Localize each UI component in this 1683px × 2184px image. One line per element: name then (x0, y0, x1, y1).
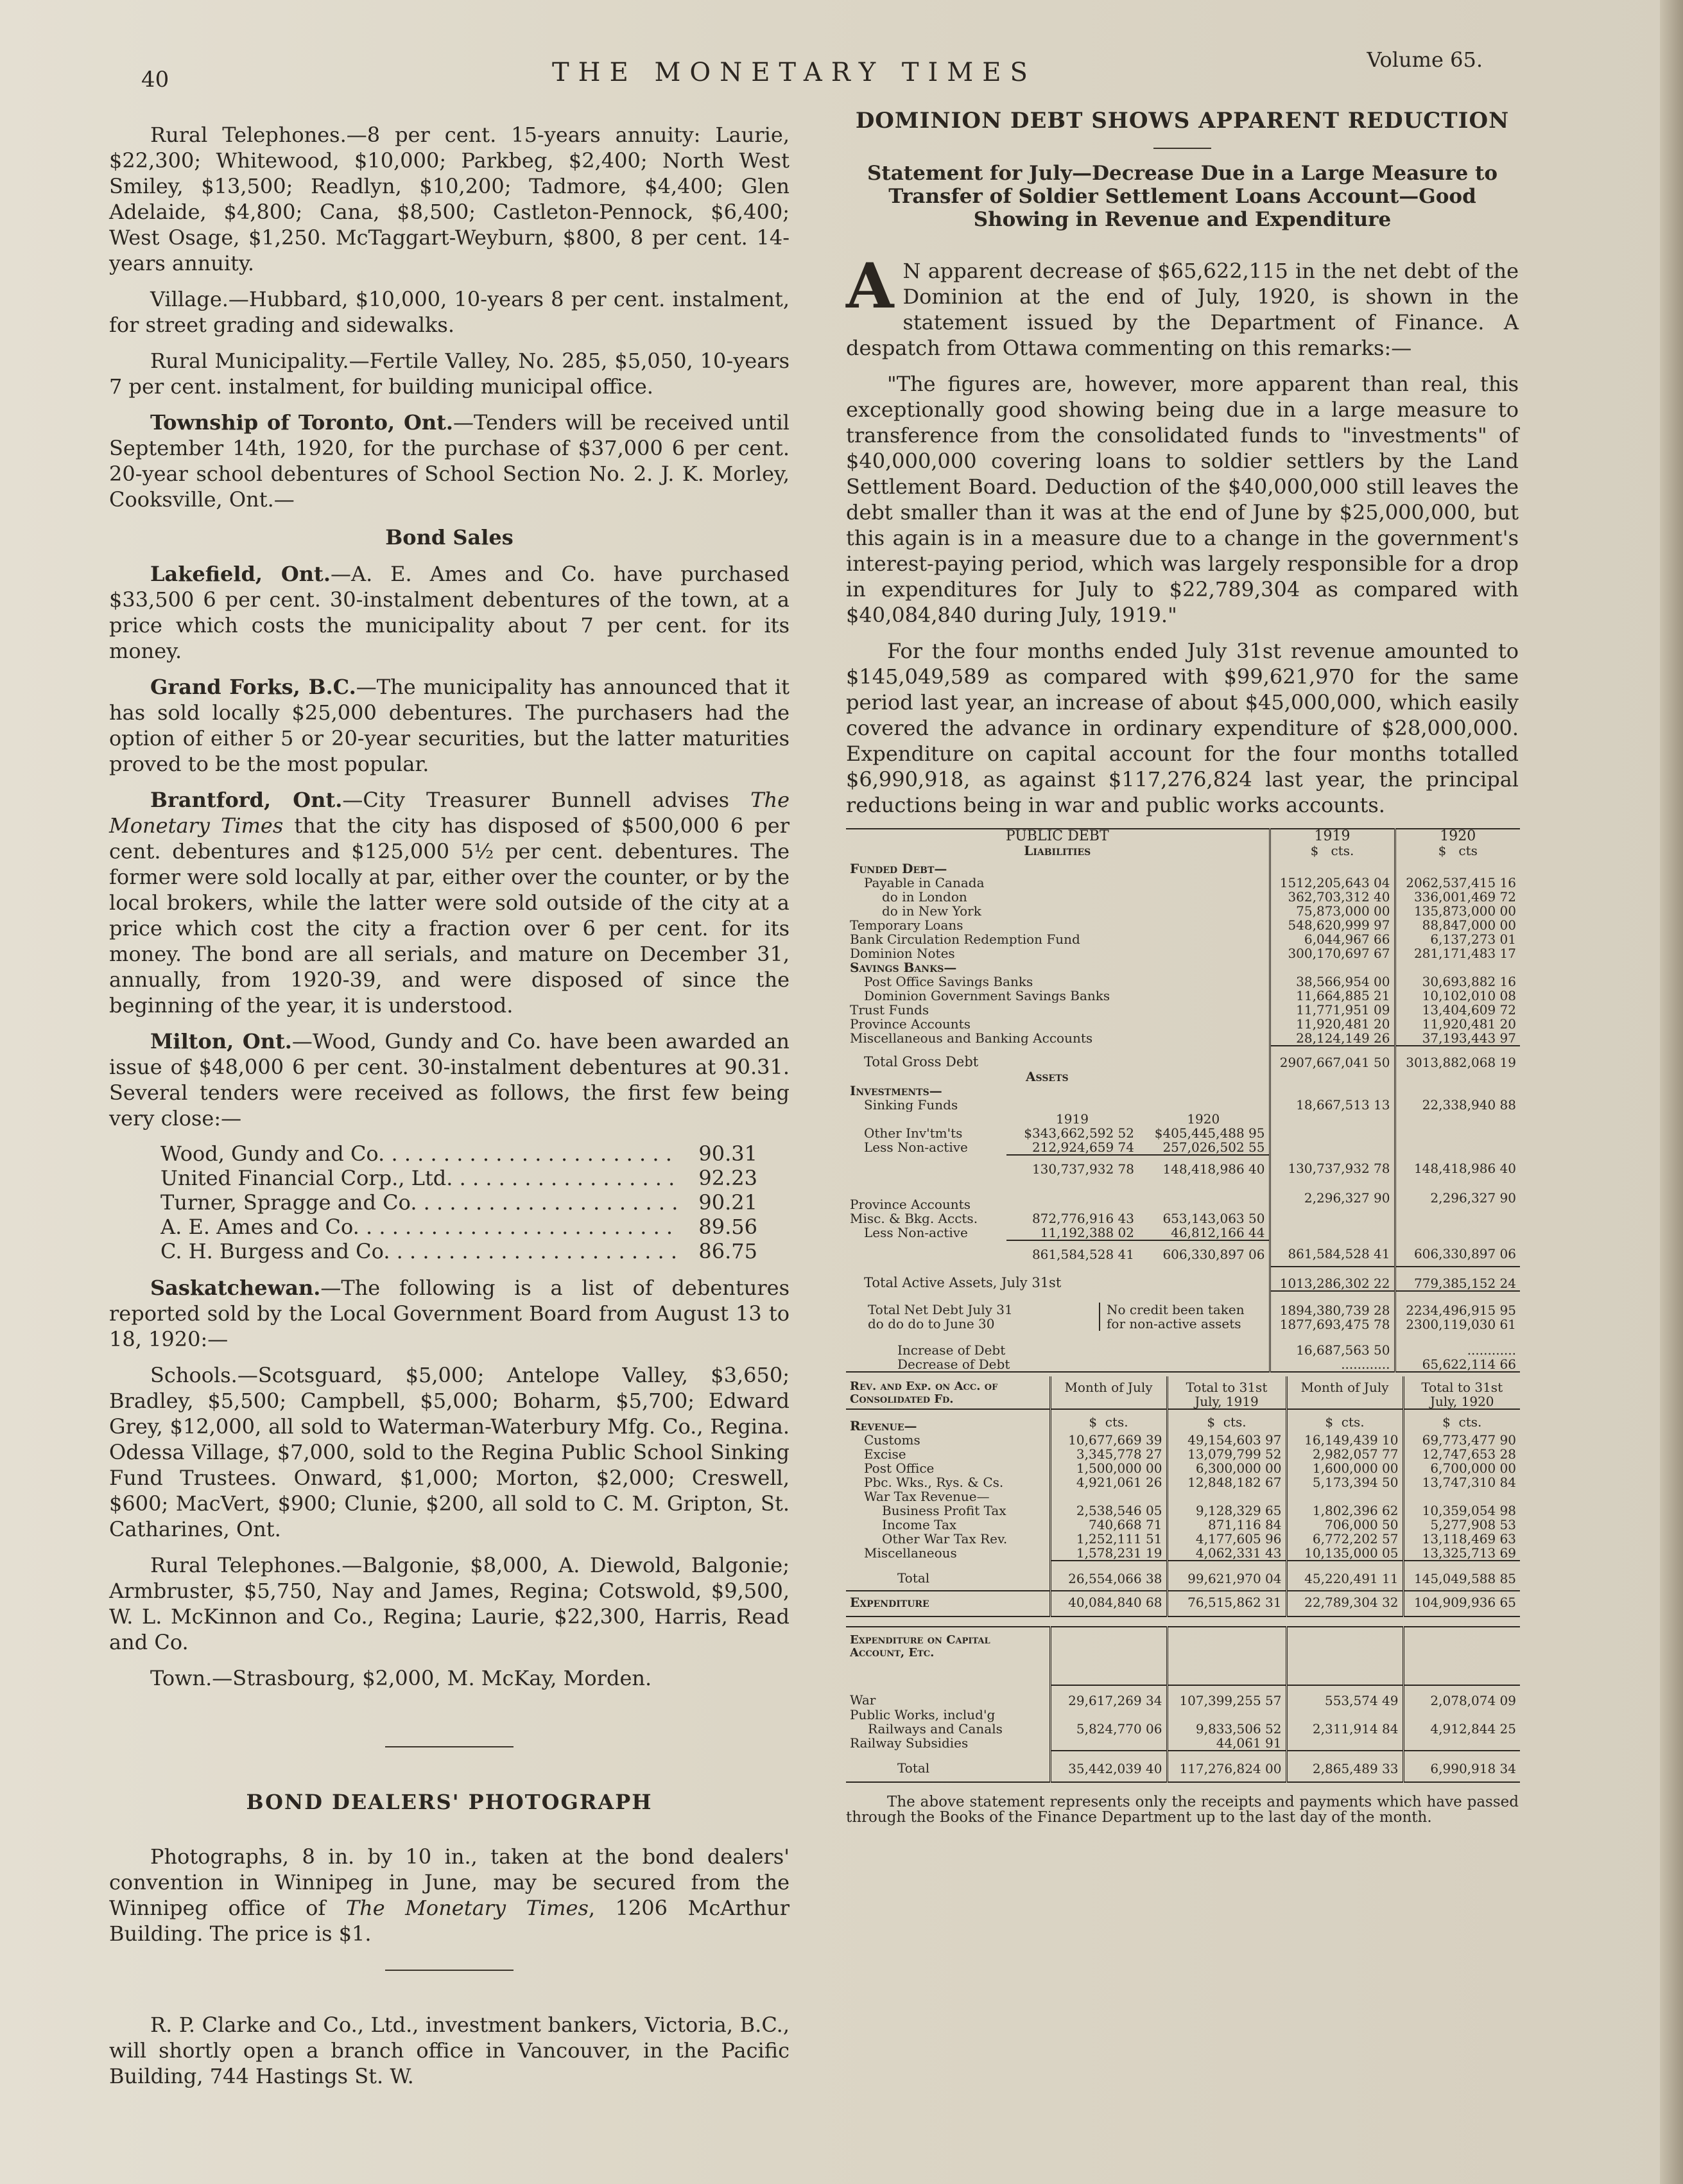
value-1920: 336,001,469 72 (1395, 890, 1520, 904)
expenditure-row (846, 1591, 1520, 1616)
row-label: do in London (882, 890, 967, 904)
cell-value: 99,621,970 04 (1167, 1561, 1286, 1591)
debt-row (846, 932, 1520, 946)
col-total-1919: Total to 31st July, 1919 (1167, 1376, 1286, 1409)
revenue-heading: Revenue— (850, 1418, 917, 1434)
net-debt-1920 (1395, 1291, 1520, 1331)
units (1050, 1409, 1167, 1433)
capital-row (846, 1736, 1520, 1751)
col-1920-header: 1920 (1395, 829, 1520, 844)
value-1920: 30,693,882 16 (1395, 975, 1520, 989)
cell-value: 44,061 91 (1167, 1736, 1286, 1751)
tender-row (160, 1239, 757, 1263)
debt-row (846, 975, 1520, 989)
milton-lead: Milton, Ont. (150, 1029, 292, 1053)
net-debt-1919 (1270, 1291, 1395, 1331)
cell-value: 2,982,057 77 (1286, 1447, 1403, 1461)
lakefield-lead: Lakefield, Ont. (150, 562, 331, 586)
value-1920: 148,418,986 40 (1395, 1155, 1520, 1181)
tender-name: Wood, Gundy and Co. . . . (160, 1141, 680, 1166)
row-label: Province Accounts (850, 1017, 971, 1031)
province-accounts-row (846, 1181, 1520, 1211)
value-1920: 135,873,000 00 (1395, 904, 1520, 918)
cell-value: 6,300,000 00 (1167, 1461, 1286, 1475)
cell-value: 553,574 49 (1286, 1685, 1403, 1708)
tender-name: Turner, Spragge and Co. . . . (160, 1190, 680, 1215)
liabilities-heading: Liabilities (1024, 843, 1091, 858)
rural-municipality-paragraph: Rural Municipality.—Fertile Valley, No. 285, $5,050, 10-years 7 per cent. instalment, for building municipal office. (109, 349, 790, 399)
units (1403, 1409, 1520, 1433)
cell-value: 49,154,603 97 (1167, 1433, 1286, 1447)
tender-name: C. H. Burgess and Co. . . . (160, 1239, 680, 1263)
capital-account-table (846, 1626, 1520, 1783)
revenue-row (846, 1461, 1520, 1475)
value-1919: 11,664,885 21 (1270, 989, 1395, 1003)
tender-name: United Financial Corp., Ltd. . . . (160, 1166, 680, 1190)
value-1919: 11,920,481 20 (1270, 1017, 1395, 1031)
debt-row (846, 918, 1520, 932)
cell-value: 29,617,269 34 (1050, 1685, 1167, 1708)
net-debt-note-b: for non-active assets (1107, 1316, 1241, 1331)
debt-row (846, 946, 1520, 960)
public-works-label (846, 1708, 1050, 1736)
photo-heading: BOND DEALERS' PHOTOGRAPH (246, 1790, 653, 1814)
dollar-unit: $ (1442, 1414, 1451, 1430)
cell-value: 69,773,477 90 (1403, 1433, 1520, 1447)
photograph-paragraph (109, 1844, 790, 1946)
sub-value-1919: 861,584,528 41 (1031, 1247, 1134, 1262)
cell-value: 2,865,489 33 (1286, 1751, 1403, 1782)
sub-value-1919: 212,924,659 74 (1006, 1140, 1138, 1155)
row-label: Increase of Debt (897, 1342, 1006, 1357)
tender-row (160, 1166, 757, 1190)
decrease-of-debt-row (846, 1357, 1520, 1372)
cell-value: 117,276,824 00 (1167, 1751, 1286, 1782)
col-1919-header: 1919 (1270, 829, 1395, 844)
capital-row (846, 1708, 1520, 1736)
misc-banking-row (846, 1211, 1520, 1226)
col-month-july-1920: Month of July (1286, 1376, 1403, 1409)
value-1920: 65,622,114 66 (1395, 1357, 1520, 1372)
cell-value: 12,848,182 67 (1167, 1475, 1286, 1489)
tender-row (160, 1190, 757, 1215)
revenue-row (846, 1518, 1520, 1532)
schools-paragraph: Schools.—Scotsguard, $5,000; Antelope Valley, $3,650; Bradley, $5,500; Campbell, $5,000; Boharm, $5,700; Edward Grey, $12,000, all sold to Waterman-Waterbury Mfg. Co., Regina. Odessa Village, $7,000, sold to the Regina Public School Sinking Fund Trustees. Onward, $1,000; Morton, $2,000; Creswell, $600; MacVert, $900; Clunie, $200, all sold to C. M. Gripton, St. Catharines, Ont. (109, 1363, 790, 1541)
row-label: War (850, 1692, 876, 1708)
net-debt-label-june: do do do to June 30 (868, 1316, 995, 1331)
row-label: Other War Tax Rev. (882, 1532, 1008, 1546)
photo-publication: The Monetary Times (345, 1896, 589, 1920)
units (1286, 1409, 1403, 1433)
row-label: Public Works, includ'g (850, 1708, 996, 1722)
debt-row (846, 890, 1520, 904)
row-label: Sinking Funds (864, 1098, 958, 1112)
less-non-active-row (846, 1140, 1520, 1155)
cell-value: 40,084,840 68 (1050, 1591, 1167, 1616)
revenue-row (846, 1532, 1520, 1546)
photo-text-b: , 1206 McArthur Building. The price is $1. (109, 1896, 790, 1946)
value-1919: 28,124,149 26 (1270, 1031, 1395, 1046)
cell-value: 10,359,054 98 (1403, 1504, 1520, 1518)
debt-row (846, 1003, 1520, 1017)
cell-value: 145,049,588 85 (1403, 1561, 1520, 1591)
brantford-paragraph (109, 787, 790, 1018)
value-1920: ............ (1395, 1331, 1520, 1357)
cell-value: 1,600,000 00 (1286, 1461, 1403, 1475)
row-label: War Tax Revenue— (864, 1489, 990, 1504)
cell-value: 12,747,653 28 (1403, 1447, 1520, 1461)
cell-value: 22,789,304 32 (1286, 1591, 1403, 1616)
row-label: Temporary Loans (850, 918, 963, 932)
page-edge (1660, 0, 1683, 2184)
dollar-unit: $ (1325, 1414, 1334, 1430)
cents-unit: cts. (1458, 1414, 1482, 1430)
cell-value: 871,116 84 (1167, 1518, 1286, 1532)
grand-forks-paragraph (109, 674, 790, 777)
net-debt-note-a: No credit been taken (1107, 1302, 1245, 1317)
cents-unit: cts. (1341, 1414, 1365, 1430)
capital-account-heading: Expenditure on Capital Account, Etc. (846, 1627, 1050, 1685)
cell-value: 6,772,202 57 (1286, 1532, 1403, 1546)
revenue-expenditure-table (846, 1376, 1520, 1617)
dollar-unit: $ (1207, 1414, 1216, 1430)
value-1920: 88,847,000 00 (1395, 918, 1520, 932)
value-1919: 548,620,999 97 (1270, 918, 1395, 932)
cell-value: 5,824,770 06 (1050, 1708, 1167, 1736)
value-1919: 300,170,697 67 (1270, 946, 1395, 960)
page-number: 40 (141, 67, 169, 92)
row-label: Trust Funds (850, 1003, 929, 1017)
value-1919: 6,044,967 66 (1270, 932, 1395, 946)
cell-value: 2,538,546 05 (1050, 1504, 1167, 1518)
capital-row (846, 1685, 1520, 1708)
debt-row (846, 1017, 1520, 1031)
row-label: Other Inv'tm'ts (864, 1126, 963, 1140)
debt-row (846, 989, 1520, 1003)
revenue-row (846, 1447, 1520, 1461)
revenue-row (846, 1489, 1520, 1504)
tender-price: 92.23 (698, 1166, 757, 1190)
value-1920: 2,296,327 90 (1395, 1181, 1520, 1211)
net-debt-label-july: Total Net Debt July 31 (868, 1302, 1013, 1317)
town-paragraph: Town.—Strasbourg, $2,000, M. McKay, Morden. (150, 1666, 652, 1690)
cell-value: 1,578,231 19 (1050, 1546, 1167, 1561)
cell-value: 3,345,778 27 (1050, 1447, 1167, 1461)
row-label: Misc. & Bkg. Accts. (850, 1211, 978, 1226)
public-debt-table (846, 828, 1520, 1373)
value-1919: 861,584,528 41 (1270, 1240, 1395, 1266)
tender-row (160, 1215, 757, 1239)
investments-heading: Investments— (850, 1083, 942, 1098)
cell-value: 13,747,310 84 (1403, 1475, 1520, 1489)
cell-value: 4,177,605 96 (1167, 1532, 1286, 1546)
value-1919: 11,771,951 09 (1270, 1003, 1395, 1017)
cell-value: 740,668 71 (1050, 1518, 1167, 1532)
value-1920: 606,330,897 06 (1395, 1240, 1520, 1266)
debt-row (846, 876, 1520, 890)
value-1919: 1894,380,739 28 (1279, 1303, 1390, 1318)
value-1920: 2234,496,915 95 (1406, 1303, 1516, 1318)
row-label: Post Office (864, 1461, 935, 1475)
value-1919: 362,703,312 40 (1270, 890, 1395, 904)
cents-unit: cts. (1105, 1414, 1128, 1430)
tender-list (160, 1141, 757, 1263)
toronto-paragraph (109, 410, 790, 512)
dollar-unit: $ (1438, 843, 1447, 858)
cell-value: 10,135,000 05 (1286, 1546, 1403, 1561)
sub-1920-header: 1920 (1187, 1111, 1220, 1127)
cents-unit: cts. (1331, 843, 1354, 858)
cell-value (1403, 1736, 1520, 1751)
sub-value-1919: 11,192,388 02 (1006, 1226, 1138, 1240)
sub-value-1920: 148,418,986 40 (1162, 1161, 1265, 1177)
units-1919 (1270, 844, 1395, 858)
value-1919: 130,737,932 78 (1270, 1155, 1395, 1181)
cell-value: 13,325,713 69 (1403, 1546, 1520, 1561)
cents-unit: cts (1458, 843, 1478, 858)
row-label: Total Active Assets, July 31st (864, 1275, 1062, 1290)
row-label: Expenditure (846, 1591, 1050, 1616)
cell-value: 45,220,491 11 (1286, 1561, 1403, 1591)
sub-1919-header: 1919 (1056, 1111, 1089, 1127)
cell-value: 2,078,074 09 (1403, 1685, 1520, 1708)
value-1920: 10,102,010 08 (1395, 989, 1520, 1003)
brantford-text-a: —City Treasurer Bunnell advises (342, 788, 751, 812)
savings-banks-heading: Savings Banks— (850, 960, 957, 975)
value-1920: 22,338,940 88 (1395, 1098, 1520, 1112)
cell-value (1286, 1736, 1403, 1751)
cell-value: 9,833,506 52 (1167, 1708, 1286, 1736)
col-month-july-1919: Month of July (1050, 1376, 1167, 1409)
sub-value-1919: $343,662,592 52 (1024, 1125, 1134, 1141)
value-1919: 2,296,327 90 (1270, 1181, 1395, 1211)
lakefield-paragraph (109, 561, 790, 664)
total-active-assets-row (846, 1267, 1520, 1291)
row-label: Business Profit Tax (882, 1504, 1006, 1518)
lakefield-text: —A. E. Ames and Co. have purchased $33,500 6 per cent. 30-instalment debentures of the town, at a price which costs the municipality about 7 per cent. for its money. (109, 562, 790, 663)
row-label: Total (897, 1570, 930, 1586)
revenue-row (846, 1504, 1520, 1518)
total-gross-debt-row (846, 1046, 1520, 1070)
tender-row (160, 1141, 757, 1166)
value-1919: 1013,286,302 22 (1270, 1267, 1395, 1291)
cell-value: 76,515,862 31 (1167, 1591, 1286, 1616)
value-1920: 2062,537,415 16 (1395, 876, 1520, 890)
row-label: Payable in Canada (864, 876, 985, 890)
funded-debt-heading: Funded Debt— (850, 861, 947, 876)
value-1920: 13,404,609 72 (1395, 1003, 1520, 1017)
revenue-row (846, 1433, 1520, 1447)
article-paragraph-2: "The figures are, however, more apparent than real, this exceptionally good showing being due in a large measure to transference from the consolidated funds to "investments" of $40,000,000 covering loans to soldier settlers by the Land Settlement Board. Deduction of the $40,000,000 still leaves the debt smaller than it was at the end of June by $25,000,000, but this again is in a measure due to a change in the government's interest-paying period, which was largely responsible for a drop in expenditures for July to $22,789,304 as compared with $40,084,840 during July, 1919." (846, 372, 1519, 627)
net-investments-row (846, 1155, 1520, 1181)
cell-value: 16,149,439 10 (1286, 1433, 1403, 1447)
cell-value: 1,802,396 62 (1286, 1504, 1403, 1518)
value-1920: 281,171,483 17 (1395, 946, 1520, 960)
value-1920: 3013,882,068 19 (1395, 1046, 1520, 1070)
row-label: Railway Subsidies (850, 1736, 969, 1751)
tender-price: 89.56 (698, 1215, 757, 1239)
article-title: DOMINION DEBT SHOWS APPARENT REDUCTION (855, 108, 1510, 134)
cell-value: 35,442,039 40 (1050, 1751, 1167, 1782)
value-1919: 1877,693,475 78 (1279, 1317, 1390, 1332)
sub-value-1920: 257,026,502 55 (1138, 1140, 1270, 1155)
drop-cap: A (846, 250, 894, 322)
row-label: Miscellaneous and Banking Accounts (850, 1031, 1093, 1046)
row-label: Less Non-active (864, 1140, 968, 1155)
value-1920: 11,920,481 20 (1395, 1017, 1520, 1031)
left-column (109, 122, 790, 2099)
units (1167, 1409, 1286, 1433)
row-label: Total Gross Debt (864, 1054, 979, 1070)
saskatchewan-paragraph (109, 1275, 790, 1352)
rural-telephones-sask-paragraph: Rural Telephones.—Balgonie, $8,000, A. Diewold, Balgonie; Armbruster, $5,750, Nay and James, Regina; Cotswold, $9,500, W. L. McKinnon and Co., Regina; Laurie, $22,300, Harris, Read and Co. (109, 1553, 790, 1654)
brantford-publication: The Monetary Times (109, 788, 790, 838)
grand-forks-lead: Grand Forks, B.C. (150, 675, 356, 699)
milton-text: —Wood, Gundy and Co. have been awarded an issue of $48,000 6 per cent. 30-instalment debentures at 90.31. Several tenders were received as follows, the first few being very close:— (109, 1029, 790, 1131)
value-1919: 1512,205,643 04 (1270, 876, 1395, 890)
debt-row (846, 1031, 1520, 1046)
row-label: Dominion Notes (850, 946, 955, 960)
cell-value: 5,277,908 53 (1403, 1518, 1520, 1532)
sub-value-1920: 606,330,897 06 (1162, 1247, 1265, 1262)
rev-exp-heading: Rev. and Exp. on Acc. of Consolidated Fd. (846, 1376, 1050, 1409)
cell-value: 9,128,329 65 (1167, 1504, 1286, 1518)
value-1920: 779,385,152 24 (1395, 1267, 1520, 1291)
grand-forks-text: —The municipality has announced that it has sold locally $25,000 debentures. The purchasers had the option of either 5 or 20-year securities, but the latter maturities proved to be the most popular. (109, 675, 790, 776)
capital-total-row (846, 1751, 1520, 1782)
table-footnote: The above statement represents only the receipts and payments which have passed through the Books of the Finance Department up to the last day of the month. (846, 1794, 1519, 1826)
row-label: Customs (864, 1433, 920, 1447)
sub-value-1920: 46,812,166 44 (1138, 1226, 1270, 1240)
cell-value: 2,311,914 84 (1286, 1708, 1403, 1736)
row-label: Decrease of Debt (846, 1357, 1270, 1372)
cell-value: 5,173,394 50 (1286, 1475, 1403, 1489)
running-header (141, 48, 1618, 94)
public-debt-header: PUBLIC DEBT (1005, 828, 1109, 844)
tender-price: 90.21 (698, 1190, 757, 1215)
row-label: Income Tax (882, 1518, 957, 1532)
row-label: Post Office Savings Banks (864, 975, 1033, 989)
brantford-text-b: that the city has disposed of $500,000 6 per cent. debentures and $125,000 5½ per cent. debentures. The former were sold locally at par, either over the counter, or by the local brokers, while the latter were sold outside of the city at a price which cost the city a fraction over 6 per cent. for its money. The bond are all serials, and mature on December 31, annually, from 1920-39, and were disposed of since the beginning of the year, it is understood. (109, 813, 790, 1018)
row-label: Dominion Government Savings Banks (864, 989, 1110, 1003)
net-debt-labels (846, 1291, 1270, 1331)
cell-value: 107,399,255 57 (1167, 1685, 1286, 1708)
value-1919: 16,687,563 50 (1270, 1331, 1395, 1357)
sub-value-1919: 872,776,916 43 (1031, 1211, 1134, 1226)
cell-value: 26,554,066 38 (1050, 1561, 1167, 1591)
debt-row (846, 904, 1520, 918)
revenue-row (846, 1475, 1520, 1489)
net-debt-row (846, 1291, 1520, 1331)
clarke-paragraph: R. P. Clarke and Co., Ltd., investment bankers, Victoria, B.C., will shortly open a branch office in Vancouver, in the Pacific Building, 744 Hastings St. W. (109, 2013, 790, 2088)
other-investments-row (846, 1126, 1520, 1140)
value-1920: 6,137,273 01 (1395, 932, 1520, 946)
sinking-funds-row (846, 1098, 1520, 1112)
article-paragraph-3: For the four months ended July 31st revenue amounted to $145,049,589 as compared with $99,621,970 for the same period last year, an increase of about $45,000,000, which easily covered the advance in ordinary expenditure of $28,000,000. Expenditure on capital account for the four months totalled $6,990,918, as against $117,276,824 last year, the principal reductions being in war and public works accounts. (846, 639, 1519, 817)
value-1920: 37,193,443 97 (1395, 1031, 1520, 1046)
row-label: Bank Circulation Redemption Fund (850, 932, 1080, 946)
dollar-unit: $ (1089, 1414, 1098, 1430)
cell-value: 706,000 50 (1286, 1518, 1403, 1532)
row-label: Excise (864, 1447, 906, 1461)
investments-subtable (846, 1112, 1520, 1266)
saskatchewan-lead: Saskatchewan. (150, 1276, 321, 1300)
cents-unit: cts. (1223, 1414, 1247, 1430)
value-1920: 2300,119,030 61 (1406, 1317, 1516, 1332)
col-total-1920: Total to 31st July, 1920 (1403, 1376, 1520, 1409)
row-label: Less Non-active (864, 1226, 968, 1240)
value-1919: 2907,667,041 50 (1270, 1046, 1395, 1070)
less-non-active-row (846, 1226, 1520, 1240)
cell-value: 6,700,000 00 (1403, 1461, 1520, 1475)
row-label: Railways and Canals (868, 1721, 1003, 1736)
tender-price: 86.75 (698, 1239, 757, 1263)
article-deck: Statement for July—Decrease Due in a Large Measure to Transfer of Soldier Settlement Loans Account—Good Showing in Revenue and Expenditure (867, 162, 1498, 231)
row-label: Province Accounts (850, 1197, 971, 1211)
toronto-lead: Township of Toronto, Ont. (150, 410, 454, 435)
milton-paragraph (109, 1028, 790, 1131)
cell-value: 1,252,111 51 (1050, 1532, 1167, 1546)
value-1919: 75,873,000 00 (1270, 904, 1395, 918)
toronto-text: —Tenders will be received until September 14th, 1920, for the purchase of $37,000 6 per cent. 20-year school debentures of School Section No. 2. J. K. Morley, Cooksville, Ont.— (109, 410, 790, 512)
dollar-unit: $ (1310, 843, 1319, 858)
net-misc-row (846, 1240, 1520, 1266)
value-1919: ............ (1270, 1357, 1395, 1372)
sub-value-1920: $405,445,488 95 (1154, 1125, 1265, 1141)
sub-value-1920: 653,143,063 50 (1162, 1211, 1265, 1226)
tender-name: A. E. Ames and Co. . . . (160, 1215, 680, 1239)
cell-value: 10,677,669 39 (1050, 1433, 1167, 1447)
row-label: Miscellaneous (864, 1546, 957, 1561)
cell-value: 4,062,331 43 (1167, 1546, 1286, 1561)
cell-value: 13,079,799 52 (1167, 1447, 1286, 1461)
saskatchewan-text: —The following is a list of debentures reported sold by the Local Government Board from August 13 to 18, 1920:— (109, 1276, 790, 1351)
cell-value: 13,118,469 63 (1403, 1532, 1520, 1546)
revenue-total-row (846, 1561, 1520, 1591)
bond-sales-heading: Bond Sales (385, 525, 514, 550)
row-label: Pbc. Wks., Rys. & Cs. (864, 1475, 1004, 1489)
right-column (846, 108, 1519, 1835)
cell-value: 104,909,936 65 (1403, 1591, 1520, 1616)
rural-telephones-paragraph: Rural Telephones.—8 per cent. 15-years annuity: Laurie, $22,300; Whitewood, $10,000; Parkbeg, $2,400; North West Smiley, $13,500; Readlyn, $10,200; Tadmore, $4,400; Glen Adelaide, $4,800; Cana, $8,500; Castleton-Pennock, $6,400; West Osage, $1,250. McTaggart-Weyburn, $800, 8 per cent. 14-years annuity. (109, 123, 790, 275)
article-text-1: N apparent decrease of $65,622,115 in the net debt of the Dominion at the end of July, 1920, is shown in the statement issued by the Department of Finance. A despatch from Ottawa commenting on this remarks:— (846, 259, 1519, 360)
volume-label: Volume 65. (1367, 48, 1483, 72)
row-label: Total (897, 1760, 930, 1776)
cell-value: 4,912,844 25 (1403, 1708, 1520, 1736)
value-1919: 38,566,954 00 (1270, 975, 1395, 989)
sub-value-1919: 130,737,932 78 (1031, 1161, 1134, 1177)
cell-value: 6,990,918 34 (1403, 1751, 1520, 1782)
tender-price: 90.31 (698, 1141, 757, 1166)
cell-value: 1,500,000 00 (1050, 1461, 1167, 1475)
assets-heading: Assets (1026, 1069, 1069, 1084)
title-rule (1153, 148, 1211, 149)
cell-value (1050, 1736, 1167, 1751)
value-1919: 18,667,513 13 (1270, 1098, 1395, 1112)
masthead: THE MONETARY TIMES (552, 58, 1037, 87)
row-label: do in New York (882, 904, 981, 918)
revenue-row (846, 1546, 1520, 1561)
increase-of-debt-row (846, 1331, 1520, 1357)
article-paragraph-1 (846, 250, 1519, 361)
brantford-lead: Brantford, Ont. (150, 788, 343, 812)
cell-value: 4,921,061 26 (1050, 1475, 1167, 1489)
units-1920 (1395, 844, 1520, 858)
photo-text-a: Photographs, 8 in. by 10 in., taken at the bond dealers' convention in Winnipeg in June, may be secured from the Winnipeg office of (109, 1844, 790, 1920)
village-paragraph: Village.—Hubbard, $10,000, 10-years 8 per cent. instalment, for street grading and sidewalks. (109, 287, 790, 337)
